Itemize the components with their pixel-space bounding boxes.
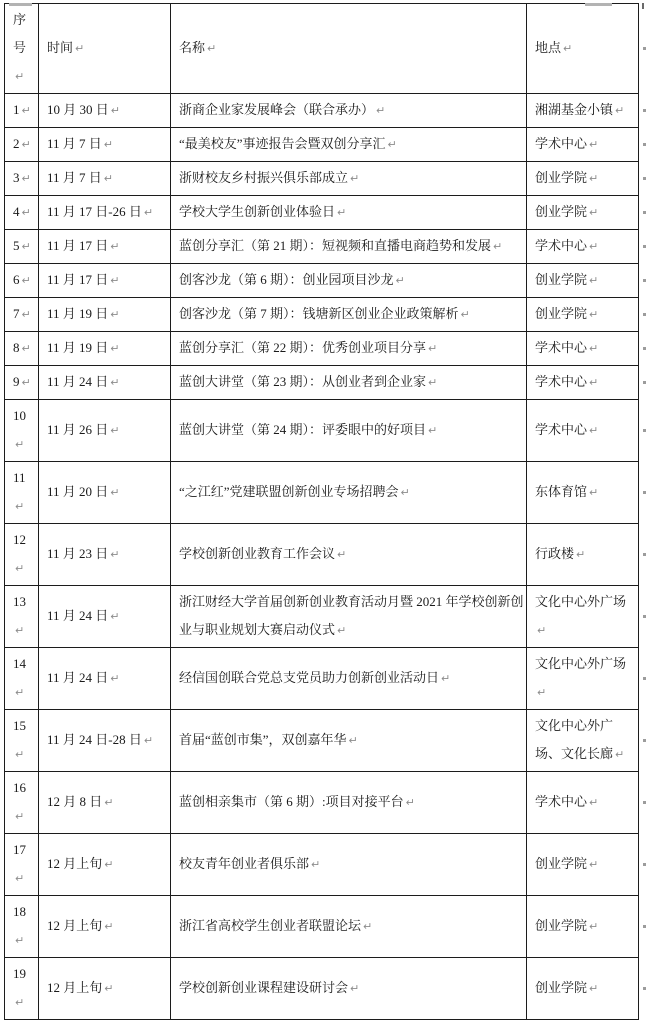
paragraph-mark-icon: ↵: [75, 42, 85, 55]
header-no: 序号: [13, 12, 27, 55]
table-row: [5, 162, 639, 196]
cell-row-number[interactable]: [5, 366, 39, 400]
cell-event-name[interactable]: [171, 462, 527, 524]
paragraph-mark-icon: ↵: [350, 172, 360, 185]
cell-event-date[interactable]: [39, 94, 171, 128]
cell-row-number[interactable]: [5, 400, 39, 462]
paragraph-mark-icon: ↵: [21, 274, 31, 287]
cell-event-date[interactable]: [39, 958, 171, 1020]
paragraph-mark-icon: ↵: [103, 172, 113, 185]
cell-event-name[interactable]: [171, 958, 527, 1020]
event-place: 文化中心外广场: [535, 656, 627, 671]
event-date: 10 月 30 日: [47, 102, 109, 117]
table-row: [5, 400, 639, 462]
row-number: 12: [13, 532, 26, 547]
event-name: 浙财校友乡村振兴俱乐部成立: [179, 170, 349, 185]
cell-event-date[interactable]: [39, 462, 171, 524]
event-name: 蓝创大讲堂（第 23 期）：从创业者到企业家: [179, 374, 427, 389]
paragraph-mark-icon: ↵: [110, 240, 120, 253]
cell-row-number[interactable]: [5, 462, 39, 524]
paragraph-mark-icon: ↵: [589, 274, 599, 287]
cell-event-date[interactable]: [39, 710, 171, 772]
table-row: [5, 264, 639, 298]
event-place: 学术中心: [535, 794, 588, 809]
cell-row-number[interactable]: [5, 298, 39, 332]
event-place: 学术中心: [535, 422, 588, 437]
row-number: 2: [13, 136, 20, 151]
event-name: 校友青年创业者俱乐部: [179, 856, 310, 871]
cell-event-name[interactable]: [171, 162, 527, 196]
cell-event-place[interactable]: [527, 128, 639, 162]
event-date: 11 月 24 日-28 日: [47, 732, 142, 747]
paragraph-mark-icon: ↵: [21, 240, 31, 253]
event-date: 12 月 8 日: [47, 794, 103, 809]
table-row: [5, 196, 639, 230]
cell-event-place[interactable]: [527, 834, 639, 896]
cell-row-number[interactable]: [5, 128, 39, 162]
paragraph-mark-icon: ↵: [110, 610, 120, 623]
paragraph-mark-icon: ↵: [428, 376, 438, 389]
table-row: [5, 128, 639, 162]
cell-event-date[interactable]: [39, 196, 171, 230]
event-place: 学术中心: [535, 340, 588, 355]
event-date: 12 月上旬: [47, 980, 103, 995]
event-place: 东体育馆: [535, 484, 588, 499]
paragraph-mark-icon: ↵: [589, 206, 599, 219]
event-date: 11 月 24 日: [47, 374, 109, 389]
table-row: [5, 710, 639, 772]
header-name: 名称: [179, 40, 206, 55]
cell-event-place[interactable]: [527, 772, 639, 834]
event-name: 浙江省高校学生创业者联盟论坛: [179, 918, 362, 933]
cell-row-number[interactable]: [5, 648, 39, 710]
paragraph-mark-icon: ↵: [387, 138, 397, 151]
event-name: “之江红”党建联盟创新创业专场招聘会: [179, 484, 399, 499]
paragraph-mark-icon: ↵: [21, 376, 31, 389]
row-number: 10: [13, 408, 26, 423]
cell-row-number[interactable]: [5, 834, 39, 896]
cropped-screen-artifact: [642, 3, 644, 9]
paragraph-mark-icon: ↵: [563, 42, 573, 55]
cell-row-number[interactable]: [5, 524, 39, 586]
event-place: 创业学院: [535, 204, 588, 219]
paragraph-mark-icon: ↵: [441, 672, 451, 685]
header-cell-time[interactable]: [39, 4, 171, 94]
paragraph-mark-icon: ↵: [589, 138, 599, 151]
paragraph-mark-icon: ↵: [21, 172, 31, 185]
table-row: [5, 298, 639, 332]
cell-event-place[interactable]: [527, 400, 639, 462]
paragraph-mark-icon: ↵: [589, 486, 599, 499]
table-body: [5, 94, 639, 1020]
cell-row-number[interactable]: [5, 710, 39, 772]
table-row: [5, 94, 639, 128]
cell-event-place[interactable]: [527, 366, 639, 400]
event-name: 创客沙龙（第 7 期）：钱塘新区创业企业政策解析: [179, 306, 459, 321]
paragraph-mark-icon: ↵: [110, 548, 120, 561]
cell-event-place[interactable]: [527, 230, 639, 264]
paragraph-mark-icon: ↵: [15, 70, 25, 83]
paragraph-mark-icon: ↵: [589, 920, 599, 933]
paragraph-mark-icon: ↵: [589, 858, 599, 871]
paragraph-mark-icon: ↵: [15, 438, 25, 451]
paragraph-mark-icon: ↵: [103, 138, 113, 151]
event-place: 学术中心: [535, 374, 588, 389]
cell-event-name[interactable]: [171, 264, 527, 298]
header-cell-no[interactable]: [5, 4, 39, 94]
cell-event-date[interactable]: [39, 524, 171, 586]
cell-event-name[interactable]: [171, 230, 527, 264]
table-row: [5, 772, 639, 834]
paragraph-mark-icon: ↵: [376, 104, 386, 117]
paragraph-mark-icon: ↵: [589, 982, 599, 995]
cell-event-date[interactable]: [39, 230, 171, 264]
event-place: 创业学院: [535, 980, 588, 995]
cell-event-date[interactable]: [39, 264, 171, 298]
header-place: 地点: [535, 40, 562, 55]
event-place: 学术中心: [535, 238, 588, 253]
cell-event-place[interactable]: [527, 710, 639, 772]
cell-row-number[interactable]: [5, 586, 39, 648]
paragraph-mark-icon: ↵: [15, 934, 25, 947]
paragraph-mark-icon: ↵: [405, 796, 415, 809]
cell-event-name[interactable]: [171, 896, 527, 958]
event-date: 11 月 19 日: [47, 306, 109, 321]
event-date: 12 月上旬: [47, 918, 103, 933]
table-row: [5, 230, 639, 264]
event-place: 创业学院: [535, 918, 588, 933]
document-page: [0, 3, 645, 1009]
paragraph-mark-icon: ↵: [348, 734, 358, 747]
event-date: 11 月 26 日: [47, 422, 109, 437]
paragraph-mark-icon: ↵: [395, 274, 405, 287]
cell-event-date[interactable]: [39, 896, 171, 958]
cell-event-name[interactable]: [171, 128, 527, 162]
cell-event-place[interactable]: [527, 298, 639, 332]
event-date: 11 月 7 日: [47, 136, 102, 151]
row-number: 4: [13, 204, 20, 219]
cell-event-name[interactable]: [171, 400, 527, 462]
paragraph-mark-icon: ↵: [110, 424, 120, 437]
paragraph-mark-icon: ↵: [143, 734, 154, 747]
cell-event-date[interactable]: [39, 772, 171, 834]
paragraph-mark-icon: ↵: [15, 500, 25, 513]
row-number: 16: [13, 780, 26, 795]
event-date: 11 月 20 日: [47, 484, 109, 499]
event-date: 11 月 24 日: [47, 670, 109, 685]
event-place: 行政楼: [535, 546, 575, 561]
table-row: [5, 524, 639, 586]
paragraph-mark-icon: ↵: [15, 748, 25, 761]
header-cell-name[interactable]: [171, 4, 527, 94]
table-row: [5, 366, 639, 400]
event-place: 创业学院: [535, 856, 588, 871]
cropped-screen-artifact: [9, 3, 32, 6]
cell-row-number[interactable]: [5, 332, 39, 366]
event-name: 蓝创分享汇（第 21 期）：短视频和直播电商趋势和发展: [179, 238, 492, 253]
cell-event-name[interactable]: [171, 94, 527, 128]
event-date: 11 月 17 日-26 日: [47, 204, 142, 219]
event-date: 11 月 19 日: [47, 340, 109, 355]
paragraph-mark-icon: ↵: [110, 672, 120, 685]
event-name: 浙江财经大学首届创新创业教育活动月暨 2021 年学校创新创业与职业规划大赛启动仪式: [179, 594, 524, 637]
cell-row-number[interactable]: [5, 772, 39, 834]
paragraph-mark-icon: ↵: [21, 138, 31, 151]
cell-event-date[interactable]: [39, 400, 171, 462]
cell-event-name[interactable]: [171, 772, 527, 834]
cell-event-place[interactable]: [527, 586, 639, 648]
header-cell-place[interactable]: [527, 4, 639, 94]
cell-row-number[interactable]: [5, 94, 39, 128]
table-row: [5, 586, 639, 648]
paragraph-mark-icon: ↵: [15, 686, 25, 699]
header-time: 时间: [47, 40, 74, 55]
paragraph-mark-icon: ↵: [15, 872, 25, 885]
cell-event-date[interactable]: [39, 586, 171, 648]
row-number: 3: [13, 170, 20, 185]
event-schedule-table: [4, 3, 639, 1020]
event-name: 学校创新创业教育工作会议: [179, 546, 336, 561]
paragraph-mark-icon: ↵: [15, 562, 25, 575]
cell-event-date[interactable]: [39, 648, 171, 710]
row-number: 5: [13, 238, 20, 253]
cell-event-place[interactable]: [527, 896, 639, 958]
paragraph-mark-icon: ↵: [589, 342, 599, 355]
event-name: 蓝创大讲堂（第 24 期）：评委眼中的好项目: [179, 422, 427, 437]
cell-row-number[interactable]: [5, 958, 39, 1020]
paragraph-mark-icon: ↵: [110, 486, 120, 499]
cell-event-date[interactable]: [39, 128, 171, 162]
cell-event-place[interactable]: [527, 958, 639, 1020]
paragraph-mark-icon: ↵: [428, 342, 438, 355]
event-place: 文化中心外广场、文化长廊: [535, 718, 614, 761]
row-number: 6: [13, 272, 20, 287]
cell-event-name[interactable]: [171, 586, 527, 648]
event-place: 创业学院: [535, 170, 588, 185]
cell-event-name[interactable]: [171, 332, 527, 366]
event-place: 创业学院: [535, 272, 588, 287]
paragraph-mark-icon: ↵: [589, 240, 599, 253]
table-row: [5, 896, 639, 958]
event-date: 11 月 7 日: [47, 170, 102, 185]
paragraph-mark-icon: ↵: [460, 308, 470, 321]
cell-row-number[interactable]: [5, 230, 39, 264]
paragraph-mark-icon: ↵: [576, 548, 586, 561]
row-number: 1: [13, 102, 20, 117]
event-name: 首届“蓝创市集”，双创嘉年华: [179, 732, 347, 747]
table-row: [5, 462, 639, 524]
paragraph-mark-icon: ↵: [363, 920, 373, 933]
paragraph-mark-icon: ↵: [15, 996, 25, 1009]
paragraph-mark-icon: ↵: [589, 796, 599, 809]
event-date: 12 月上旬: [47, 856, 103, 871]
paragraph-mark-icon: ↵: [110, 274, 120, 287]
paragraph-mark-icon: ↵: [143, 206, 154, 219]
cell-event-date[interactable]: [39, 332, 171, 366]
paragraph-mark-icon: ↵: [110, 376, 120, 389]
paragraph-mark-icon: ↵: [537, 624, 547, 637]
cell-row-number[interactable]: [5, 162, 39, 196]
cell-event-name[interactable]: [171, 834, 527, 896]
paragraph-mark-icon: ↵: [104, 858, 114, 871]
event-name: 蓝创相亲集市（第 6 期）:项目对接平台: [179, 794, 404, 809]
cell-row-number[interactable]: [5, 896, 39, 958]
paragraph-mark-icon: ↵: [400, 486, 410, 499]
paragraph-mark-icon: ↵: [337, 548, 347, 561]
row-number: 7: [13, 306, 20, 321]
event-name: 学校创新创业课程建设研讨会: [179, 980, 349, 995]
paragraph-mark-icon: ↵: [21, 308, 31, 321]
row-number: 11: [13, 470, 26, 485]
paragraph-mark-icon: ↵: [104, 796, 114, 809]
table-row: [5, 648, 639, 710]
paragraph-mark-icon: ↵: [589, 172, 599, 185]
paragraph-mark-icon: ↵: [493, 240, 503, 253]
paragraph-mark-icon: ↵: [350, 982, 360, 995]
paragraph-mark-icon: ↵: [21, 206, 31, 219]
event-name: 学校大学生创新创业体验日: [179, 204, 336, 219]
paragraph-mark-icon: ↵: [589, 376, 599, 389]
row-number: 17: [13, 842, 26, 857]
cell-event-date[interactable]: [39, 834, 171, 896]
paragraph-mark-icon: ↵: [110, 104, 120, 117]
paragraph-mark-icon: ↵: [337, 624, 347, 637]
paragraph-mark-icon: ↵: [110, 342, 120, 355]
event-date: 11 月 17 日: [47, 238, 109, 253]
cell-row-number[interactable]: [5, 264, 39, 298]
paragraph-mark-icon: ↵: [615, 748, 625, 761]
row-number: 13: [13, 594, 26, 609]
paragraph-mark-icon: ↵: [337, 206, 347, 219]
paragraph-mark-icon: ↵: [589, 424, 599, 437]
row-number: 19: [13, 966, 26, 981]
paragraph-mark-icon: ↵: [15, 810, 25, 823]
cell-event-place[interactable]: [527, 462, 639, 524]
cell-event-date[interactable]: [39, 162, 171, 196]
cell-event-name[interactable]: [171, 366, 527, 400]
cell-event-name[interactable]: [171, 710, 527, 772]
event-date: 11 月 17 日: [47, 272, 109, 287]
paragraph-mark-icon: ↵: [104, 982, 114, 995]
cell-event-name[interactable]: [171, 648, 527, 710]
cell-row-number[interactable]: [5, 196, 39, 230]
paragraph-mark-icon: ↵: [21, 342, 31, 355]
event-date: 11 月 24 日: [47, 608, 109, 623]
event-place: 湘湖基金小镇: [535, 102, 614, 117]
row-number: 15: [13, 718, 26, 733]
cell-event-place[interactable]: [527, 524, 639, 586]
paragraph-mark-icon: ↵: [104, 920, 114, 933]
event-name: “最美校友”事迹报告会暨双创分享汇: [179, 136, 386, 151]
event-name: 创客沙龙（第 6 期）：创业园项目沙龙: [179, 272, 394, 287]
paragraph-mark-icon: ↵: [207, 42, 217, 55]
cell-event-name[interactable]: [171, 298, 527, 332]
cell-event-name[interactable]: [171, 196, 527, 230]
cell-event-place[interactable]: [527, 332, 639, 366]
event-place: 文化中心外广场: [535, 594, 627, 609]
row-number: 18: [13, 904, 26, 919]
table-header-row: [5, 4, 639, 94]
event-name: 经信国创联合党总支党员助力创新创业活动日: [179, 670, 440, 685]
row-number: 14: [13, 656, 26, 671]
row-number: 9: [13, 374, 20, 389]
event-name: 浙商企业家发展峰会（联合承办）: [179, 102, 375, 117]
paragraph-mark-icon: ↵: [15, 624, 25, 637]
cell-event-place[interactable]: [527, 648, 639, 710]
paragraph-mark-icon: ↵: [428, 424, 438, 437]
table-row: [5, 958, 639, 1020]
event-date: 11 月 23 日: [47, 546, 109, 561]
cell-event-date[interactable]: [39, 298, 171, 332]
paragraph-mark-icon: ↵: [537, 686, 547, 699]
cell-event-place[interactable]: [527, 162, 639, 196]
cell-event-place[interactable]: [527, 264, 639, 298]
paragraph-mark-icon: ↵: [110, 308, 120, 321]
table-row: [5, 834, 639, 896]
paragraph-mark-icon: ↵: [21, 104, 31, 117]
paragraph-mark-icon: ↵: [615, 104, 625, 117]
cell-event-place[interactable]: [527, 196, 639, 230]
paragraph-mark-icon: ↵: [589, 308, 599, 321]
row-number: 8: [13, 340, 20, 355]
table-row: [5, 332, 639, 366]
cell-event-date[interactable]: [39, 366, 171, 400]
event-place: 创业学院: [535, 306, 588, 321]
event-name: 蓝创分享汇（第 22 期）：优秀创业项目分享: [179, 340, 427, 355]
event-place: 学术中心: [535, 136, 588, 151]
cell-event-place[interactable]: [527, 94, 639, 128]
cell-event-name[interactable]: [171, 524, 527, 586]
paragraph-mark-icon: ↵: [311, 858, 321, 871]
